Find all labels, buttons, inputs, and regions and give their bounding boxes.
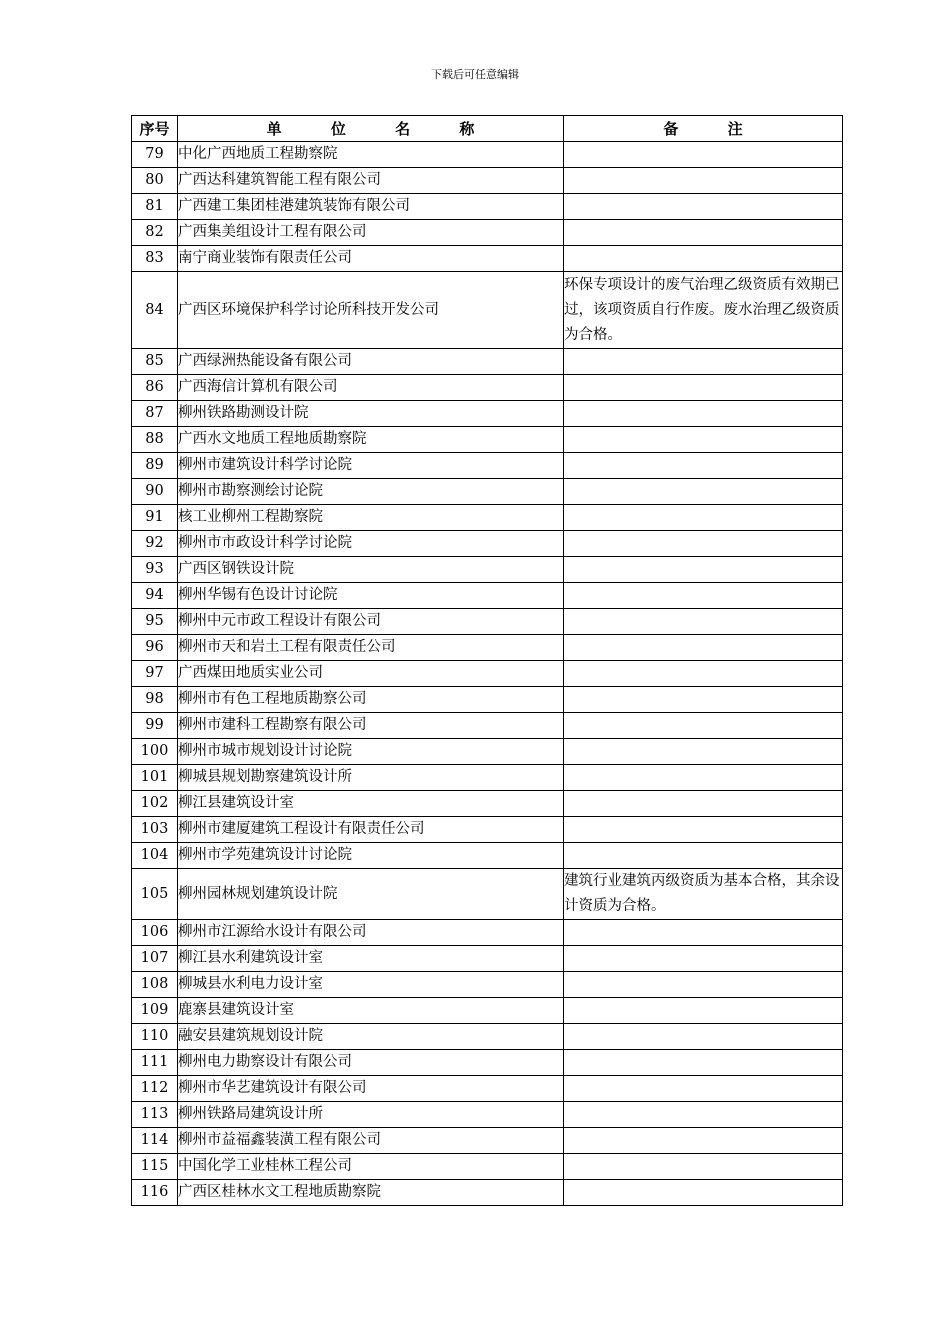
row-number-cell: 107 bbox=[132, 946, 178, 972]
note-cell: 建筑行业建筑丙级资质为基本合格，其余设计资质为合格。 bbox=[564, 869, 843, 920]
row-number-cell: 90 bbox=[132, 479, 178, 505]
note-cell bbox=[564, 739, 843, 765]
row-number-cell: 81 bbox=[132, 194, 178, 220]
table-row bbox=[132, 739, 843, 765]
row-number-cell: 93 bbox=[132, 557, 178, 583]
row-number-cell: 86 bbox=[132, 375, 178, 401]
row-number-cell: 84 bbox=[132, 272, 178, 349]
unit-name-cell: 鹿寨县建筑设计室 bbox=[178, 998, 564, 1024]
table-row bbox=[132, 272, 843, 349]
table-row bbox=[132, 168, 843, 194]
row-number-cell: 103 bbox=[132, 817, 178, 843]
table-row bbox=[132, 687, 843, 713]
row-number-cell: 110 bbox=[132, 1024, 178, 1050]
row-number-cell: 113 bbox=[132, 1102, 178, 1128]
row-number-cell: 87 bbox=[132, 401, 178, 427]
note-cell bbox=[564, 713, 843, 739]
table-row bbox=[132, 246, 843, 272]
unit-name-cell: 柳州市建厦建筑工程设计有限责任公司 bbox=[178, 817, 564, 843]
note-cell bbox=[564, 401, 843, 427]
unit-name-cell: 广西水文地质工程地质勘察院 bbox=[178, 427, 564, 453]
unit-name-cell: 柳江县水利建筑设计室 bbox=[178, 946, 564, 972]
unit-name-cell: 南宁商业装饰有限责任公司 bbox=[178, 246, 564, 272]
note-cell bbox=[564, 1050, 843, 1076]
note-cell bbox=[564, 817, 843, 843]
note-cell bbox=[564, 246, 843, 272]
note-cell bbox=[564, 920, 843, 946]
table-row bbox=[132, 583, 843, 609]
note-cell bbox=[564, 609, 843, 635]
unit-name-cell: 柳城县水利电力设计室 bbox=[178, 972, 564, 998]
row-number-cell: 111 bbox=[132, 1050, 178, 1076]
unit-name-cell: 广西海信计算机有限公司 bbox=[178, 375, 564, 401]
table-row bbox=[132, 1024, 843, 1050]
table-body bbox=[132, 142, 843, 1206]
note-cell bbox=[564, 1076, 843, 1102]
row-number-cell: 95 bbox=[132, 609, 178, 635]
note-cell bbox=[564, 946, 843, 972]
note-cell bbox=[564, 972, 843, 998]
column-header-no: 序号 bbox=[132, 116, 178, 142]
row-number-cell: 96 bbox=[132, 635, 178, 661]
row-number-cell: 104 bbox=[132, 843, 178, 869]
note-cell bbox=[564, 583, 843, 609]
table-row bbox=[132, 220, 843, 246]
note-cell bbox=[564, 687, 843, 713]
note-cell bbox=[564, 194, 843, 220]
row-number-cell: 98 bbox=[132, 687, 178, 713]
table-row bbox=[132, 920, 843, 946]
table-row bbox=[132, 765, 843, 791]
table-row bbox=[132, 142, 843, 168]
unit-name-cell: 广西绿洲热能设备有限公司 bbox=[178, 349, 564, 375]
unit-name-cell: 广西区钢铁设计院 bbox=[178, 557, 564, 583]
table-row bbox=[132, 375, 843, 401]
row-number-cell: 82 bbox=[132, 220, 178, 246]
table-row bbox=[132, 713, 843, 739]
table-row bbox=[132, 1180, 843, 1206]
unit-name-cell: 广西建工集团桂港建筑装饰有限公司 bbox=[178, 194, 564, 220]
unit-name-cell: 柳州园林规划建筑设计院 bbox=[178, 869, 564, 920]
table-row bbox=[132, 998, 843, 1024]
table-header-row bbox=[132, 116, 843, 142]
note-cell bbox=[564, 1024, 843, 1050]
table-row bbox=[132, 194, 843, 220]
table-row bbox=[132, 661, 843, 687]
table-row bbox=[132, 505, 843, 531]
table-row bbox=[132, 635, 843, 661]
note-cell bbox=[564, 505, 843, 531]
unit-name-cell: 柳州市勘察测绘讨论院 bbox=[178, 479, 564, 505]
note-cell bbox=[564, 1128, 843, 1154]
unit-name-cell: 广西达科建筑智能工程有限公司 bbox=[178, 168, 564, 194]
table-row bbox=[132, 791, 843, 817]
row-number-cell: 99 bbox=[132, 713, 178, 739]
row-number-cell: 88 bbox=[132, 427, 178, 453]
table-row bbox=[132, 1128, 843, 1154]
row-number-cell: 79 bbox=[132, 142, 178, 168]
unit-name-cell: 中国化学工业桂林工程公司 bbox=[178, 1154, 564, 1180]
table-row bbox=[132, 531, 843, 557]
row-number-cell: 97 bbox=[132, 661, 178, 687]
column-header-note: 备 注 bbox=[564, 116, 843, 142]
unit-name-cell: 中化广西地质工程勘察院 bbox=[178, 142, 564, 168]
table-row bbox=[132, 427, 843, 453]
row-number-cell: 106 bbox=[132, 920, 178, 946]
table-row bbox=[132, 349, 843, 375]
table-row bbox=[132, 972, 843, 998]
column-header-name: 单 位 名 称 bbox=[178, 116, 564, 142]
note-cell bbox=[564, 635, 843, 661]
row-number-cell: 85 bbox=[132, 349, 178, 375]
note-cell bbox=[564, 661, 843, 687]
unit-name-cell: 柳城县规划勘察建筑设计所 bbox=[178, 765, 564, 791]
row-number-cell: 112 bbox=[132, 1076, 178, 1102]
table-row bbox=[132, 609, 843, 635]
note-cell bbox=[564, 1102, 843, 1128]
unit-name-cell: 柳州市城市规划设计讨论院 bbox=[178, 739, 564, 765]
table-row bbox=[132, 479, 843, 505]
unit-name-cell: 融安县建筑规划设计院 bbox=[178, 1024, 564, 1050]
row-number-cell: 101 bbox=[132, 765, 178, 791]
note-cell bbox=[564, 998, 843, 1024]
row-number-cell: 92 bbox=[132, 531, 178, 557]
row-number-cell: 83 bbox=[132, 246, 178, 272]
unit-name-cell: 柳州市有色工程地质勘察公司 bbox=[178, 687, 564, 713]
note-cell bbox=[564, 220, 843, 246]
note-cell bbox=[564, 791, 843, 817]
table-row bbox=[132, 401, 843, 427]
unit-name-cell: 广西煤田地质实业公司 bbox=[178, 661, 564, 687]
table-row bbox=[132, 557, 843, 583]
unit-name-cell: 柳江县建筑设计室 bbox=[178, 791, 564, 817]
note-cell bbox=[564, 453, 843, 479]
note-cell bbox=[564, 843, 843, 869]
row-number-cell: 116 bbox=[132, 1180, 178, 1206]
unit-name-cell: 柳州市华艺建筑设计有限公司 bbox=[178, 1076, 564, 1102]
row-number-cell: 89 bbox=[132, 453, 178, 479]
note-cell bbox=[564, 1154, 843, 1180]
row-number-cell: 94 bbox=[132, 583, 178, 609]
unit-list-table bbox=[131, 115, 843, 1206]
row-number-cell: 80 bbox=[132, 168, 178, 194]
table-row bbox=[132, 817, 843, 843]
table-row bbox=[132, 869, 843, 920]
row-number-cell: 108 bbox=[132, 972, 178, 998]
table-row bbox=[132, 453, 843, 479]
note-cell bbox=[564, 557, 843, 583]
row-number-cell: 114 bbox=[132, 1128, 178, 1154]
note-cell bbox=[564, 349, 843, 375]
unit-name-cell: 柳州电力勘察设计有限公司 bbox=[178, 1050, 564, 1076]
row-number-cell: 102 bbox=[132, 791, 178, 817]
unit-name-cell: 柳州市天和岩土工程有限责任公司 bbox=[178, 635, 564, 661]
note-cell bbox=[564, 427, 843, 453]
row-number-cell: 100 bbox=[132, 739, 178, 765]
table-row bbox=[132, 946, 843, 972]
note-cell bbox=[564, 168, 843, 194]
row-number-cell: 109 bbox=[132, 998, 178, 1024]
unit-name-cell: 柳州市学苑建筑设计讨论院 bbox=[178, 843, 564, 869]
note-cell bbox=[564, 531, 843, 557]
unit-name-cell: 柳州市建筑设计科学讨论院 bbox=[178, 453, 564, 479]
unit-name-cell: 广西区环境保护科学讨论所科技开发公司 bbox=[178, 272, 564, 349]
note-cell bbox=[564, 1180, 843, 1206]
table-row bbox=[132, 1102, 843, 1128]
row-number-cell: 105 bbox=[132, 869, 178, 920]
note-cell bbox=[564, 479, 843, 505]
unit-name-cell: 广西区桂林水文工程地质勘察院 bbox=[178, 1180, 564, 1206]
unit-name-cell: 柳州市江源给水设计有限公司 bbox=[178, 920, 564, 946]
table-row bbox=[132, 1050, 843, 1076]
unit-name-cell: 柳州市益福鑫装潢工程有限公司 bbox=[178, 1128, 564, 1154]
unit-name-cell: 柳州铁路勘测设计院 bbox=[178, 401, 564, 427]
note-cell: 环保专项设计的废气治理乙级资质有效期已过，该项资质自行作废。废水治理乙级资质为合格。 bbox=[564, 272, 843, 349]
unit-name-cell: 柳州中元市政工程设计有限公司 bbox=[178, 609, 564, 635]
page-header: 下载后可任意编辑 bbox=[431, 68, 519, 81]
unit-name-cell: 柳州华锡有色设计讨论院 bbox=[178, 583, 564, 609]
unit-name-cell: 柳州市建科工程勘察有限公司 bbox=[178, 713, 564, 739]
note-cell bbox=[564, 765, 843, 791]
row-number-cell: 91 bbox=[132, 505, 178, 531]
unit-name-cell: 柳州市市政设计科学讨论院 bbox=[178, 531, 564, 557]
note-cell bbox=[564, 375, 843, 401]
unit-name-cell: 柳州铁路局建筑设计所 bbox=[178, 1102, 564, 1128]
row-number-cell: 115 bbox=[132, 1154, 178, 1180]
note-cell bbox=[564, 142, 843, 168]
table-row bbox=[132, 1076, 843, 1102]
unit-name-cell: 核工业柳州工程勘察院 bbox=[178, 505, 564, 531]
table-row bbox=[132, 1154, 843, 1180]
unit-name-cell: 广西集美组设计工程有限公司 bbox=[178, 220, 564, 246]
table-row bbox=[132, 843, 843, 869]
